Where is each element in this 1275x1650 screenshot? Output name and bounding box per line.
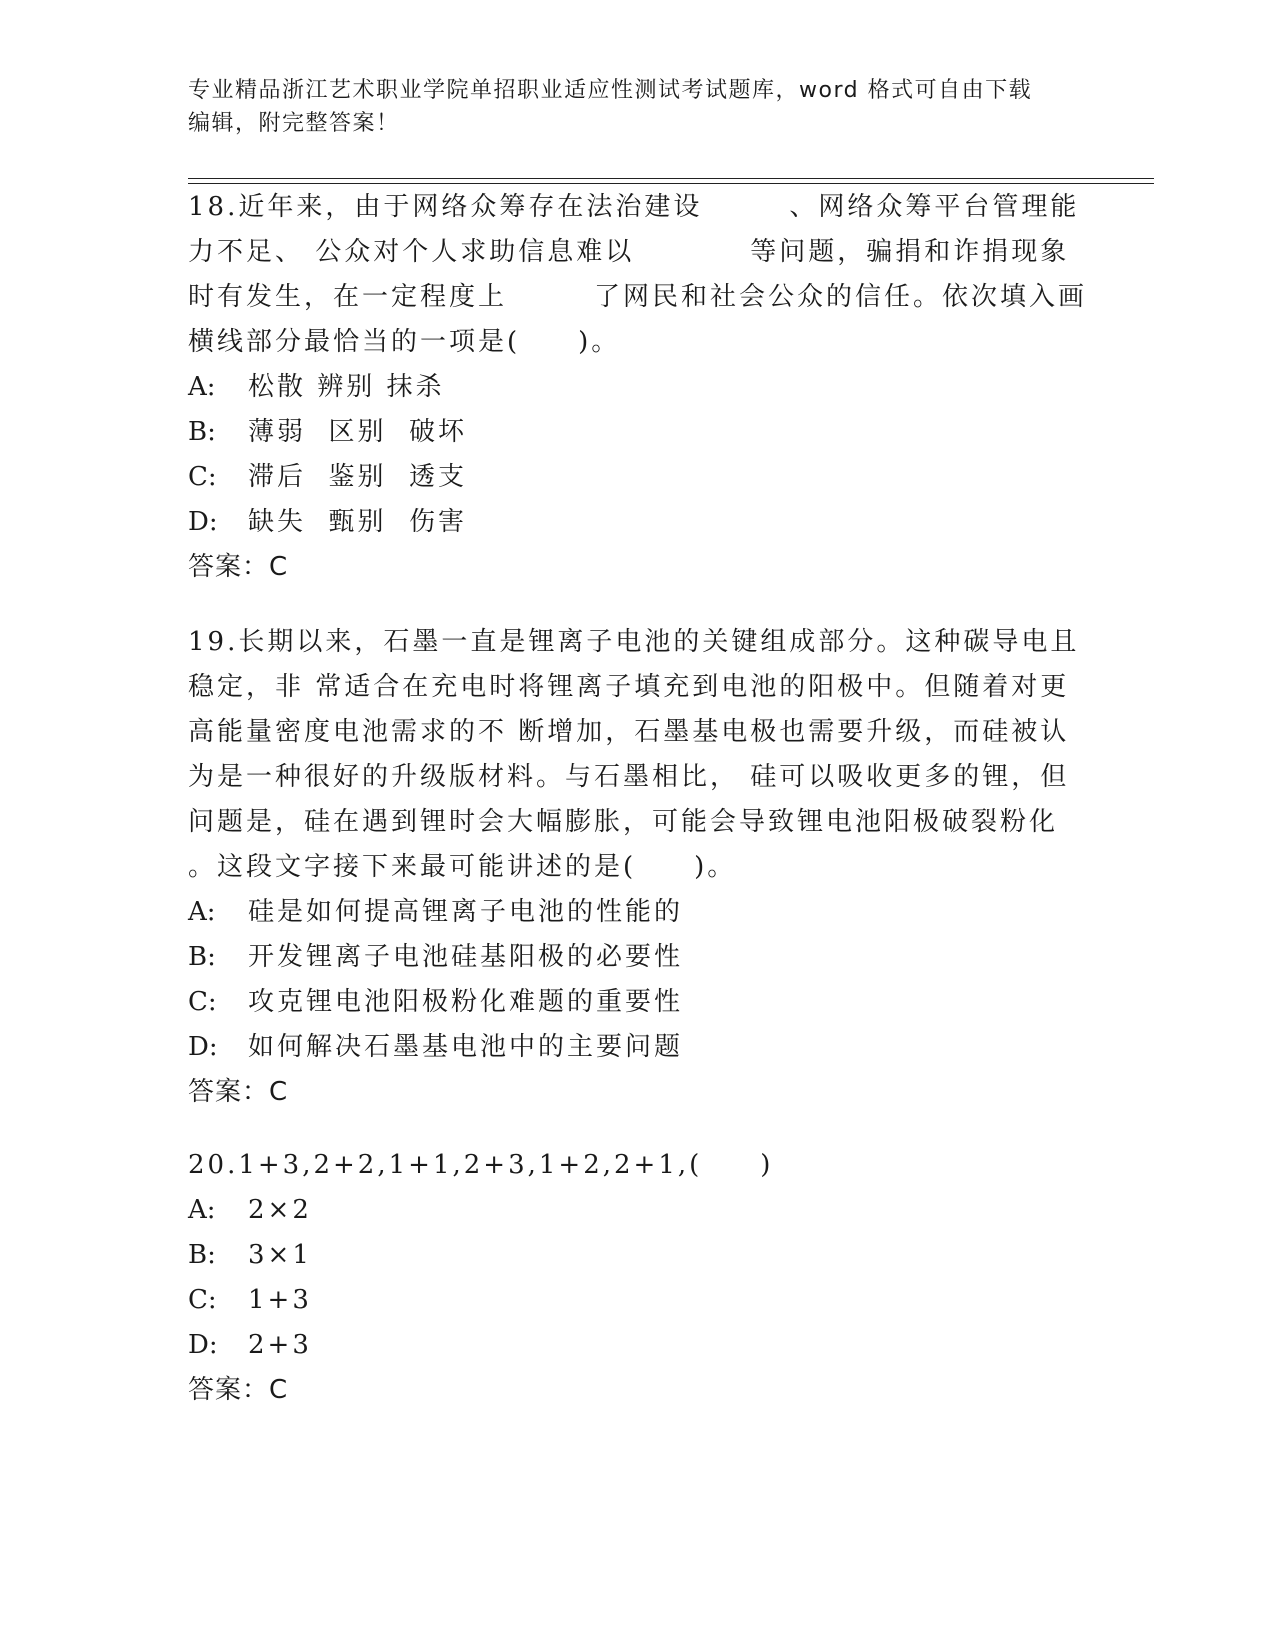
option-text: 松散 辨别 抹杀 xyxy=(248,372,445,402)
option-key: B: xyxy=(188,942,216,972)
option-text: 硅是如何提高锂离子电池的性能的 xyxy=(248,897,684,927)
question-stem-line: 横线部分最恰当的一项是( )。 xyxy=(188,327,621,357)
question-stem-line: 高能量密度电池需求的不 断增加，石墨基电极也需要升级，而硅被认 xyxy=(188,717,1070,747)
option-a xyxy=(188,890,1088,935)
option-key: C: xyxy=(188,1285,217,1315)
option-b xyxy=(188,410,1088,455)
question-stem-line: 稳定，非 常适合在充电时将锂离子填充到电池的阳极中。但随着对更 xyxy=(188,672,1070,702)
option-a xyxy=(188,365,1088,410)
option-c xyxy=(188,455,1088,500)
option-key: C: xyxy=(188,987,217,1017)
option-text: 缺失 甄别 伤害 xyxy=(248,507,468,537)
question-stem-line: 问题是，硅在遇到锂时会大幅膨胀，可能会导致锂电池阳极破裂粉化 xyxy=(188,807,1059,837)
question-stem-line: 18.近年来，由于网络众筹存在法治建设 、网络众筹平台管理能 xyxy=(188,192,1080,222)
option-text: 3×1 xyxy=(248,1240,312,1270)
option-key: A: xyxy=(188,1195,216,1225)
question-stem-line: 19.长期以来，石墨一直是锂离子电池的关键组成部分。这种碳导电且 xyxy=(188,627,1080,657)
option-key: A: xyxy=(188,897,216,927)
option-b xyxy=(188,935,1088,980)
question-20 xyxy=(188,1143,1088,1413)
option-c xyxy=(188,1278,1088,1323)
option-key: C: xyxy=(188,462,217,492)
question-stem-line: 为是一种很好的升级版材料。与石墨相比， 硅可以吸收更多的锂，但 xyxy=(188,762,1070,792)
option-text: 滞后 鉴别 透支 xyxy=(248,462,468,492)
option-text: 薄弱 区别 破坏 xyxy=(248,417,468,447)
header-divider-top xyxy=(188,178,1154,179)
header-divider-bottom xyxy=(188,183,1154,184)
question-stem-line: 20.1+3,2+2,1+1,2+3,1+2,2+1,( ) xyxy=(188,1150,774,1180)
option-text: 1+3 xyxy=(248,1285,312,1315)
header-line-2: 编辑，附完整答案！ xyxy=(188,111,400,136)
option-key: B: xyxy=(188,417,216,447)
option-text: 攻克锂电池阳极粉化难题的重要性 xyxy=(248,987,684,1017)
option-text: 如何解决石墨基电池中的主要问题 xyxy=(248,1032,684,1062)
option-text: 2+3 xyxy=(248,1330,312,1360)
question-stem-line: 。这段文字接下来最可能讲述的是( )。 xyxy=(188,852,737,882)
option-a xyxy=(188,1188,1088,1233)
option-key: D: xyxy=(188,1330,218,1360)
document-header xyxy=(188,74,1068,140)
answer-line: 答案：C xyxy=(188,552,289,582)
option-b xyxy=(188,1233,1088,1278)
option-d xyxy=(188,500,1088,545)
answer-line: 答案：C xyxy=(188,1375,289,1405)
option-key: A: xyxy=(188,372,216,402)
question-stem-line: 时有发生，在一定程度上 了网民和社会公众的信任。依次填入画 xyxy=(188,282,1088,312)
header-line-1: 专业精品浙江艺术职业学院单招职业适应性测试考试题库，word 格式可自由下载 xyxy=(188,78,1033,103)
question-19 xyxy=(188,620,1088,1115)
option-d xyxy=(188,1323,1088,1368)
question-18 xyxy=(188,185,1088,590)
option-key: D: xyxy=(188,507,218,537)
option-c xyxy=(188,980,1088,1025)
option-key: B: xyxy=(188,1240,216,1270)
option-text: 2×2 xyxy=(248,1195,312,1225)
option-key: D: xyxy=(188,1032,218,1062)
question-stem-line: 力不足、 公众对个人求助信息难以 等问题，骗捐和诈捐现象 xyxy=(188,237,1070,267)
option-text: 开发锂离子电池硅基阳极的必要性 xyxy=(248,942,684,972)
option-d xyxy=(188,1025,1088,1070)
answer-line: 答案：C xyxy=(188,1077,289,1107)
